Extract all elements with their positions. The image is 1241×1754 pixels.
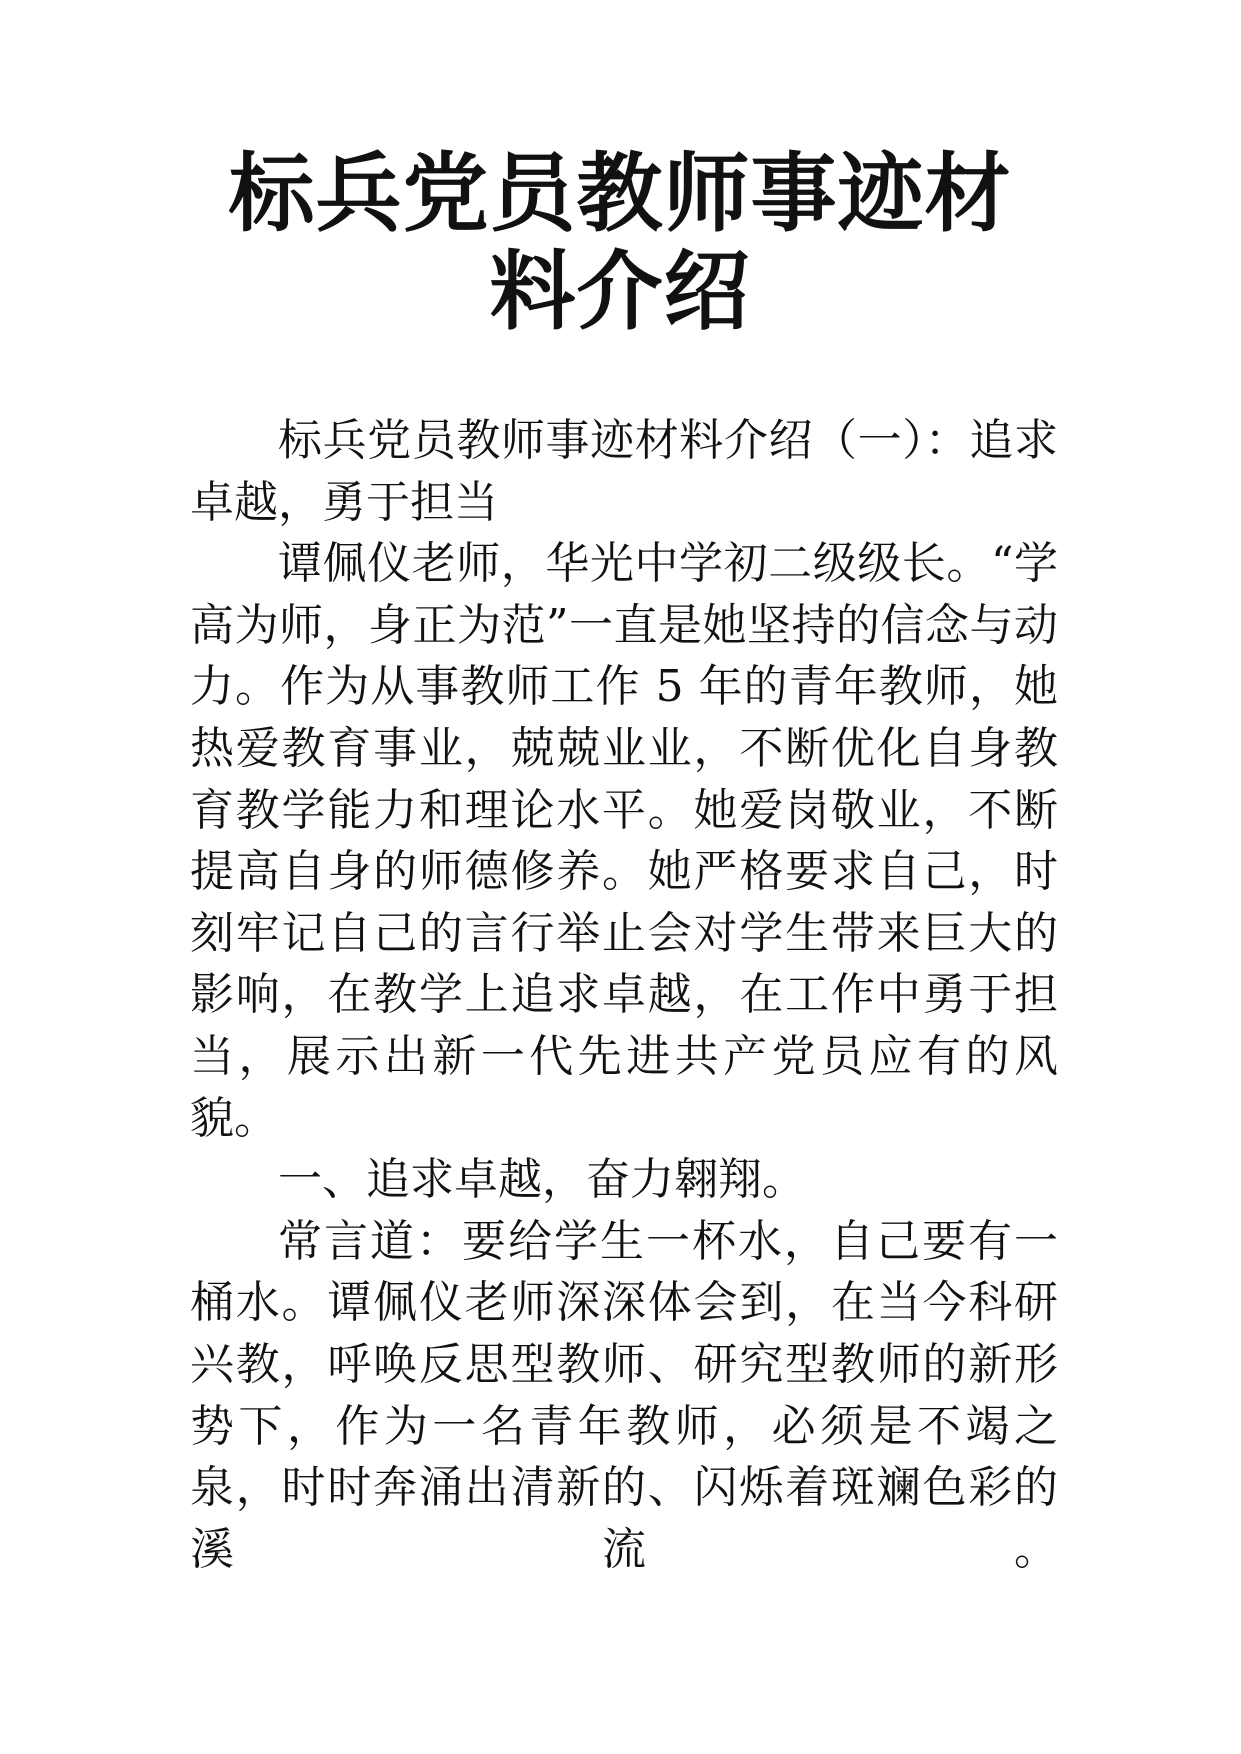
profile-paragraph: 谭佩仪老师，华光中学初二级级长。“学高为师，身正为范”一直是她坚持的信念与动力。作为从事教师工作 5 年的青年教师，她热爱教育事业，兢兢业业，不断优化自身教育教学能力和理论水平。她爱岗敬业，不断提高自身的师德修养。她严格要求自己，时刻牢记自己的言行举止会对学生带来巨大的影响，在教学上追求卓越，在工作中勇于担当，展示出新一代先进共产党员应有的风貌。	[190, 538, 1058, 1144]
body-paragraph: 常言道：要给学生一杯水，自己要有一桶水。谭佩仪老师深深体会到，在当今科研兴教，呼唤反思型教师、研究型教师的新形势下，作为一名青年教师，必须是不竭之泉，时时奔涌出清新的、闪烁着斑斓色彩的溪流。	[190, 1215, 1058, 1575]
section-heading-paragraph: 标兵党员教师事迹材料介绍（一）：追求卓越，勇于担当	[190, 415, 1058, 528]
document-body	[190, 410, 1058, 1580]
subheading-paragraph: 一、追求卓越，奋力翱翔。	[278, 1154, 806, 1206]
document-title: 标兵党员教师事迹材料介绍	[228, 144, 1012, 342]
